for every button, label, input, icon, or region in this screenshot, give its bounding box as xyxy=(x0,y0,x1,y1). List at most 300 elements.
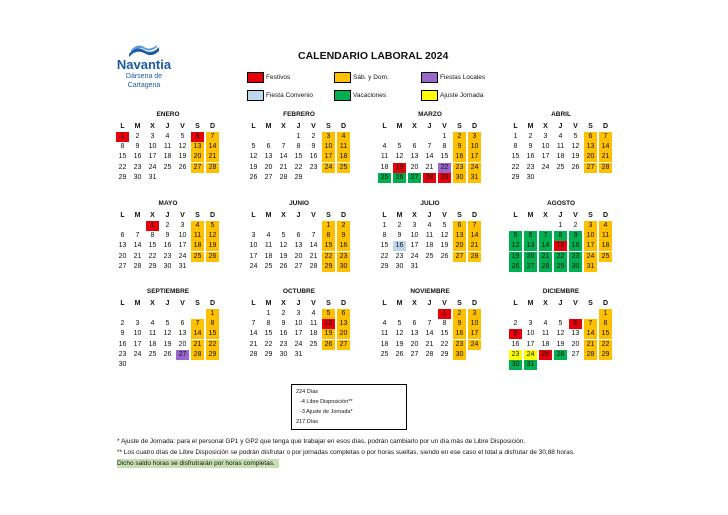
summary-box xyxy=(291,384,407,430)
weekday-header: V xyxy=(442,300,447,307)
day-cell: 14 xyxy=(425,330,434,338)
day-cell: 12 xyxy=(249,153,258,161)
day-cell: 7 xyxy=(584,319,597,329)
day-cell: 22 xyxy=(294,163,303,171)
day-cell: 11 xyxy=(380,153,389,161)
weekday-header: X xyxy=(150,212,155,219)
day-cell: 12 xyxy=(322,319,335,329)
weekday-header: V xyxy=(311,123,316,130)
day-cell: 1 xyxy=(438,309,451,319)
day-cell: 8 xyxy=(599,319,612,329)
day-cell: 25 xyxy=(191,252,204,262)
weekday-header: S xyxy=(326,300,331,307)
day-cell: 1 xyxy=(116,132,129,142)
day-cell: 24 xyxy=(468,163,481,173)
day-cell: 30 xyxy=(453,350,466,360)
day-cell: 26 xyxy=(393,173,406,183)
day-cell: 19 xyxy=(440,242,449,250)
weekday-header: S xyxy=(457,300,462,307)
day-cell: 24 xyxy=(541,163,550,171)
weekday-header: J xyxy=(165,123,170,130)
day-cell: 16 xyxy=(279,330,288,338)
legend-festivos xyxy=(247,72,290,82)
day-cell: 10 xyxy=(133,330,142,338)
day-cell: 20 xyxy=(571,340,580,348)
day-cell: 26 xyxy=(509,262,522,272)
weekday-header: M xyxy=(527,123,534,130)
day-cell: 11 xyxy=(556,143,565,151)
day-cell: 9 xyxy=(311,143,316,151)
day-cell: 9 xyxy=(135,143,140,151)
weekday-header: L xyxy=(382,300,387,307)
day-cell: 5 xyxy=(509,231,522,241)
day-cell: 22 xyxy=(206,340,219,350)
day-cell: 26 xyxy=(249,173,258,181)
weekday-header: D xyxy=(340,123,347,130)
day-cell: 7 xyxy=(191,319,204,329)
note-libre: ** Los cuatro días de Libre Disposición se podrán disfrutar o por jornadas completas o por horas sueltas, siendo en ese caso el total a disfrutar de 30,88 horas. xyxy=(117,449,575,456)
day-cell: 20 xyxy=(410,163,419,171)
weekday-header: L xyxy=(251,300,256,307)
day-cell: 20 xyxy=(584,152,597,162)
day-cell: 20 xyxy=(178,340,187,348)
day-cell: 3 xyxy=(468,309,481,319)
month-name: OCTUBRE xyxy=(282,288,316,295)
day-cell: 30 xyxy=(133,173,142,181)
day-cell: 18 xyxy=(264,252,273,260)
day-cell: 10 xyxy=(468,142,481,152)
day-cell: 6 xyxy=(412,320,417,328)
day-cell: 1 xyxy=(558,222,563,229)
day-cell: 21 xyxy=(249,340,258,348)
day-cell: 27 xyxy=(264,173,273,181)
day-cell: 8 xyxy=(266,320,271,328)
legend-swatch xyxy=(247,72,264,83)
day-cell: 27 xyxy=(408,173,421,183)
weekday-header: V xyxy=(573,300,578,307)
day-cell: 5 xyxy=(442,222,447,229)
day-cell: 13 xyxy=(410,330,419,338)
day-cell: 14 xyxy=(279,153,288,161)
day-cell: 1 xyxy=(513,133,518,140)
summary-result: 217 Días xyxy=(296,419,319,425)
day-cell: 25 xyxy=(378,173,391,183)
day-cell: 15 xyxy=(294,153,303,161)
weekday-header: V xyxy=(442,123,447,130)
day-cell: 26 xyxy=(163,350,172,358)
day-cell: 29 xyxy=(322,262,335,272)
legend-label: Vacaciones xyxy=(353,92,387,100)
day-cell: 3 xyxy=(150,133,155,140)
day-cell: 3 xyxy=(322,132,335,142)
day-cell: 13 xyxy=(584,142,597,152)
day-cell: 4 xyxy=(266,232,271,240)
weekday-header: X xyxy=(281,123,286,130)
weekday-header: J xyxy=(296,300,301,307)
weekday-header: S xyxy=(326,212,331,219)
month-name: MARZO xyxy=(418,111,442,118)
day-cell: 10 xyxy=(526,330,535,338)
day-cell: 18 xyxy=(556,153,565,161)
weekday-header: X xyxy=(543,300,548,307)
day-cell: 23 xyxy=(163,252,172,260)
day-cell: 4 xyxy=(165,133,170,140)
day-cell: 8 xyxy=(554,231,567,241)
day-cell: 18 xyxy=(309,330,318,338)
weekday-header: X xyxy=(281,300,286,307)
day-cell: 21 xyxy=(279,163,288,171)
day-cell: 30 xyxy=(118,361,127,368)
day-cell: 4 xyxy=(427,222,432,229)
day-cell: 26 xyxy=(554,350,567,360)
day-cell: 13 xyxy=(337,319,350,329)
day-cell: 13 xyxy=(571,330,580,338)
day-cell: 10 xyxy=(468,319,481,329)
weekday-header: V xyxy=(180,300,185,307)
day-cell: 28 xyxy=(279,173,288,181)
weekday-header: M xyxy=(265,212,272,219)
day-cell: 24 xyxy=(148,163,157,171)
weekday-header: M xyxy=(396,123,403,130)
weekday-header: V xyxy=(311,300,316,307)
month-name: ENERO xyxy=(156,111,180,118)
day-cell: 27 xyxy=(453,252,466,262)
day-cell: 2 xyxy=(513,320,518,328)
day-cell: 10 xyxy=(322,142,335,152)
day-cell: 17 xyxy=(294,330,303,338)
day-cell: 15 xyxy=(206,329,219,339)
day-cell: 13 xyxy=(118,242,127,250)
month-name: MAYO xyxy=(158,200,178,207)
day-cell: 24 xyxy=(524,350,537,360)
weekday-header: D xyxy=(209,212,216,219)
weekday-header: J xyxy=(427,212,432,219)
month-name: NOVIEMBRE xyxy=(410,288,450,295)
day-cell: 20 xyxy=(337,329,350,339)
day-cell: 20 xyxy=(294,252,303,260)
weekday-header: L xyxy=(382,212,387,219)
day-cell: 11 xyxy=(380,330,389,338)
day-cell: 20 xyxy=(410,340,419,348)
day-cell: 4 xyxy=(191,221,204,231)
day-cell: 16 xyxy=(309,153,318,161)
day-cell: 7 xyxy=(311,232,316,240)
day-cell: 29 xyxy=(440,350,449,358)
day-cell: 7 xyxy=(281,143,286,151)
day-cell: 17 xyxy=(410,242,419,250)
legend-convenio xyxy=(247,90,313,100)
month-name: FEBRERO xyxy=(283,111,315,118)
weekday-header: V xyxy=(442,212,447,219)
legend-swatch xyxy=(247,90,264,101)
day-cell: 6 xyxy=(584,132,597,142)
day-cell: 3 xyxy=(528,320,533,328)
day-cell: 25 xyxy=(556,163,565,171)
day-cell: 1 xyxy=(146,221,159,231)
day-cell: 7 xyxy=(427,320,432,328)
day-cell: 6 xyxy=(337,309,350,319)
day-cell: 11 xyxy=(163,143,172,151)
day-cell: 3 xyxy=(180,222,185,229)
day-cell: 18 xyxy=(380,340,389,348)
weekday-header: S xyxy=(195,300,200,307)
day-cell: 1 xyxy=(382,222,387,229)
day-cell: 29 xyxy=(264,350,273,358)
day-cell: 15 xyxy=(148,242,157,250)
day-cell: 15 xyxy=(264,330,273,338)
weekday-header: S xyxy=(195,123,200,130)
day-cell: 3 xyxy=(135,320,140,328)
day-cell: 7 xyxy=(427,143,432,151)
day-cell: 19 xyxy=(393,163,406,173)
day-cell: 16 xyxy=(526,153,535,161)
logo-sub-1: Dársena de xyxy=(125,73,163,80)
legend-swatch xyxy=(334,72,351,83)
weekday-header: X xyxy=(412,123,417,130)
page-title: CALENDARIO LABORAL 2024 xyxy=(298,50,449,62)
day-cell: 2 xyxy=(528,133,533,140)
day-cell: 28 xyxy=(206,163,219,173)
day-cell: 4 xyxy=(150,320,155,328)
weekday-header: D xyxy=(602,123,609,130)
day-cell: 6 xyxy=(180,320,185,328)
day-cell: 7 xyxy=(206,132,219,142)
day-cell: 11 xyxy=(541,330,550,338)
day-cell: 29 xyxy=(380,262,389,270)
day-cell: 26 xyxy=(279,262,288,270)
weekday-header: X xyxy=(543,123,548,130)
day-cell: 19 xyxy=(395,340,404,348)
day-cell: 21 xyxy=(206,152,219,162)
weekday-header: X xyxy=(150,300,155,307)
day-cell: 11 xyxy=(337,142,350,152)
day-cell: 9 xyxy=(337,231,350,241)
day-cell: 22 xyxy=(322,252,335,262)
day-cell: 3 xyxy=(251,232,256,240)
day-cell: 15 xyxy=(440,330,449,338)
day-cell: 23 xyxy=(526,163,535,171)
day-cell: 8 xyxy=(120,143,125,151)
day-cell: 23 xyxy=(279,340,288,348)
day-cell: 5 xyxy=(322,309,335,319)
day-cell: 15 xyxy=(554,241,567,251)
month-name: SEPTIEMBRE xyxy=(146,288,190,295)
day-cell: 2 xyxy=(397,222,402,229)
day-cell: 15 xyxy=(599,329,612,339)
day-cell: 20 xyxy=(118,252,127,260)
month-name: DICIEMBRE xyxy=(542,288,580,295)
day-cell: 23 xyxy=(569,252,582,262)
day-cell: 18 xyxy=(337,152,350,162)
day-cell: 24 xyxy=(322,163,335,173)
day-cell: 21 xyxy=(599,152,612,162)
day-cell: 3 xyxy=(412,222,417,229)
day-cell: 28 xyxy=(599,163,612,173)
day-cell: 3 xyxy=(543,133,548,140)
day-cell: 14 xyxy=(133,242,142,250)
day-cell: 12 xyxy=(206,231,219,241)
day-cell: 26 xyxy=(322,340,335,350)
day-cell: 22 xyxy=(554,252,567,262)
summary-libre: -4 Libre Disposición** xyxy=(300,399,353,405)
weekday-header: M xyxy=(527,300,534,307)
day-cell: 10 xyxy=(410,232,419,240)
day-cell: 9 xyxy=(509,329,522,339)
day-cell: 19 xyxy=(206,241,219,251)
day-cell: 18 xyxy=(191,241,204,251)
weekday-header: M xyxy=(134,123,141,130)
day-cell: 2 xyxy=(311,133,316,140)
day-cell: 8 xyxy=(442,320,447,328)
day-cell: 16 xyxy=(453,152,466,162)
day-cell: 16 xyxy=(569,241,582,251)
day-cell: 12 xyxy=(509,241,522,251)
day-cell: 6 xyxy=(524,231,537,241)
day-cell: 9 xyxy=(453,142,466,152)
weekday-header: J xyxy=(558,123,563,130)
day-cell: 18 xyxy=(599,241,612,251)
day-cell: 7 xyxy=(251,320,256,328)
day-cell: 5 xyxy=(180,133,185,140)
day-cell: 14 xyxy=(206,142,219,152)
day-cell: 1 xyxy=(206,309,219,319)
day-cell: 28 xyxy=(249,350,258,358)
day-cell: 7 xyxy=(468,221,481,231)
day-cell: 13 xyxy=(453,231,466,241)
day-cell: 4 xyxy=(599,221,612,231)
weekday-header: D xyxy=(602,212,609,219)
day-cell: 30 xyxy=(509,360,522,370)
day-cell: 22 xyxy=(599,340,612,350)
day-cell: 7 xyxy=(539,231,552,241)
day-cell: 17 xyxy=(178,242,187,250)
weekday-header: M xyxy=(527,212,534,219)
day-cell: 17 xyxy=(541,153,550,161)
day-cell: 18 xyxy=(163,153,172,161)
day-cell: 26 xyxy=(178,163,187,171)
legend-swatch xyxy=(421,72,438,83)
day-cell: 24 xyxy=(410,252,419,260)
weekday-header: J xyxy=(165,300,170,307)
day-cell: 13 xyxy=(294,242,303,250)
day-cell: 26 xyxy=(395,350,404,358)
day-cell: 22 xyxy=(118,163,127,171)
day-cell: 4 xyxy=(337,132,350,142)
weekday-header: S xyxy=(588,212,593,219)
day-cell: 25 xyxy=(337,163,350,173)
day-cell: 13 xyxy=(178,330,187,338)
weekday-header: D xyxy=(209,300,216,307)
day-cell: 16 xyxy=(133,153,142,161)
day-cell: 15 xyxy=(322,241,335,251)
day-cell: 11 xyxy=(309,320,318,328)
weekday-header: X xyxy=(543,212,548,219)
day-cell: 1 xyxy=(266,310,271,317)
legend-locales xyxy=(421,72,485,82)
weekday-header: J xyxy=(296,212,301,219)
legend-swatch xyxy=(421,90,438,101)
day-cell: 21 xyxy=(191,340,204,350)
day-cell: 3 xyxy=(296,310,301,317)
day-cell: 6 xyxy=(296,232,301,240)
day-cell: 25 xyxy=(148,350,157,358)
weekday-header: D xyxy=(471,300,478,307)
day-cell: 14 xyxy=(468,231,481,241)
day-cell: 1 xyxy=(442,133,447,140)
day-cell: 4 xyxy=(558,133,563,140)
day-cell: 18 xyxy=(380,163,389,171)
day-cell: 28 xyxy=(309,262,318,270)
day-cell: 30 xyxy=(453,173,466,183)
weekday-header: M xyxy=(396,212,403,219)
day-cell: 22 xyxy=(511,163,520,171)
day-cell: 9 xyxy=(569,231,582,241)
day-cell: 12 xyxy=(440,232,449,240)
day-cell: 23 xyxy=(395,252,404,260)
day-cell: 28 xyxy=(468,252,481,262)
day-cell: 20 xyxy=(264,163,273,171)
weekday-header: S xyxy=(195,212,200,219)
day-cell: 9 xyxy=(120,330,125,338)
day-cell: 24 xyxy=(178,252,187,260)
day-cell: 26 xyxy=(206,252,219,262)
day-cell: 5 xyxy=(251,143,256,151)
day-cell: 1 xyxy=(322,221,335,231)
day-cell: 17 xyxy=(322,152,335,162)
day-cell: 4 xyxy=(382,320,387,328)
summary-total: 224 Días xyxy=(296,389,319,395)
day-cell: 19 xyxy=(249,163,258,171)
day-cell: 22 xyxy=(440,340,449,348)
day-cell: 25 xyxy=(539,350,552,360)
day-cell: 19 xyxy=(556,340,565,348)
day-cell: 22 xyxy=(380,252,389,260)
day-cell: 3 xyxy=(584,221,597,231)
day-cell: 9 xyxy=(528,143,533,151)
weekday-header: L xyxy=(513,123,518,130)
day-cell: 12 xyxy=(556,330,565,338)
day-cell: 16 xyxy=(453,329,466,339)
day-cell: 27 xyxy=(571,350,580,358)
day-cell: 6 xyxy=(569,319,582,329)
day-cell: 28 xyxy=(133,262,142,270)
day-cell: 27 xyxy=(176,350,189,360)
day-cell: 14 xyxy=(191,329,204,339)
weekday-header: L xyxy=(513,212,518,219)
weekday-header: D xyxy=(471,123,478,130)
day-cell: 1 xyxy=(296,133,301,140)
logo-brand: Navantia xyxy=(116,57,172,72)
day-cell: 13 xyxy=(264,153,273,161)
day-cell: 14 xyxy=(249,330,258,338)
day-cell: 12 xyxy=(163,330,172,338)
day-cell: 14 xyxy=(425,153,434,161)
day-cell: 14 xyxy=(309,242,318,250)
day-cell: 19 xyxy=(509,252,522,262)
day-cell: 25 xyxy=(599,252,612,262)
weekday-header: L xyxy=(251,212,256,219)
day-cell: 25 xyxy=(425,252,434,260)
day-cell: 17 xyxy=(468,152,481,162)
weekday-header: M xyxy=(134,212,141,219)
day-cell: 21 xyxy=(468,241,481,251)
day-cell: 5 xyxy=(573,133,578,140)
weekday-header: V xyxy=(311,212,316,219)
day-cell: 12 xyxy=(395,153,404,161)
day-cell: 12 xyxy=(571,143,580,151)
month-name: JULIO xyxy=(420,200,440,207)
day-cell: 2 xyxy=(120,320,125,328)
